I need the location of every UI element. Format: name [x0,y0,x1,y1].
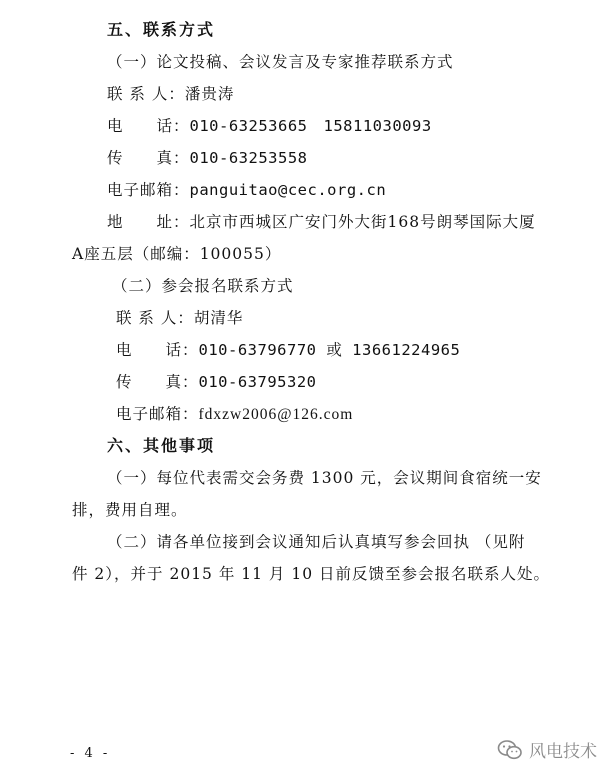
part-2-heading: （二）参会报名联系方式 [112,277,294,295]
fax-label: 传 真： [116,373,199,391]
section-6-title: 六、其他事项 [107,436,216,455]
item-1-line-2: 排，费用自理。 [72,501,188,519]
phone-row-1 [107,116,432,136]
section-5-title: 五、联系方式 [107,20,216,39]
email-label: 电子邮箱： [107,181,190,199]
part-1-heading: （一）论文投稿、会议发言及专家推荐联系方式 [107,53,454,71]
phone-label: 电 话： [116,341,199,359]
page-number: - 4 - [70,746,111,761]
item-2-line-1: （二）请各单位接到会议通知后认真填写参会回执 （见附 [107,533,526,551]
address-line-2: A座五层（邮编：100055） [72,245,282,263]
phone-value: 010-63796770 或 13661224965 [198,341,461,359]
address-label: 地 址： [107,213,190,231]
phone-label: 电 话： [107,117,190,135]
address-line-1: 北京市西城区广安门外大街168号朗琴国际大厦 [189,213,536,231]
fax-value: 010-63795320 [198,373,317,391]
fax-value: 010-63253558 [189,149,308,167]
contact-person-row-2 [116,308,243,328]
phone-row-2 [116,340,460,360]
fax-label: 传 真： [107,149,190,167]
phone-value: 010-63253665 15811030093 [189,117,432,135]
email-label: 电子邮箱： [116,405,199,423]
email-row-2 [116,404,353,425]
fax-row-1 [107,148,308,168]
email-value: fdxzw2006@126.com [198,406,354,423]
watermark [497,737,597,762]
contact-person-label: 联 系 人： [107,85,185,103]
wechat-icon [497,739,523,761]
email-row-1 [107,180,386,200]
email-value: panguitao@cec.org.cn [189,181,387,199]
item-1-line-1: （一）每位代表需交会务费 1300 元，会议期间食宿统一安 [107,469,542,487]
contact-person-value: 胡清华 [193,309,244,327]
contact-person-row-1 [107,84,234,104]
item-2-line-2: 件 2），并于 2015 年 11 月 10 日前反馈至参会报名联系人处。 [72,565,550,583]
contact-person-label: 联 系 人： [116,309,194,327]
contact-person-value: 潘贵涛 [184,85,235,103]
watermark-text: 风电技术 [529,742,597,762]
address-row-1 [107,212,536,232]
fax-row-2 [116,372,317,392]
